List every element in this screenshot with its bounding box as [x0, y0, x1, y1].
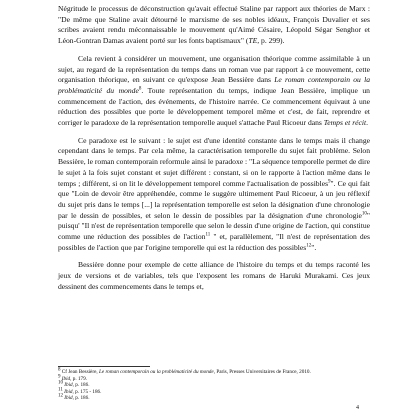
footnote-number: 12	[58, 393, 63, 399]
footnote-ref: 9	[328, 179, 331, 185]
footnote-12	[58, 395, 370, 402]
paragraph-2	[58, 54, 370, 129]
text-segment: ". Ce qui fait que "Loin de devoir être appréhendée, comme le suggère ultimement Paul Ricoeur, à un jeu réflexif du sujet pris dans le temps [...] la représentation temporelle est selon la désignation d'une chronologie par le dessin de possibles, et selon le dessin de possibles par la désignation d'une chronologie	[58, 178, 371, 220]
footnote-ref: 12	[306, 243, 312, 249]
page-number: 4	[356, 405, 359, 411]
footnote-number: 10	[58, 380, 63, 386]
text-segment: . Toute représentation du temps, indique Jean Bessière, implique un commencement de l'action, des événements, de l'histoire narrée. Ce commencement équivaut à une réduction des possibles que porte le développement temporel même et c'est, de fait, reprendre et corriger le paradoxe de la représentation temporelle auquel s'attache Paul Ricoeur dans	[58, 85, 370, 128]
text-segment: TE	[248, 36, 258, 46]
footnote-ref: 11	[205, 232, 211, 238]
footnote-separator	[58, 366, 150, 367]
text-segment: Cela revient à considérer un mouvement, une organisation théorique comme assimilable à un sujet, au regard de la représentation du temps dans un roman vue par rapport à ce mouvement, cette organisation théorique, en suivant ce qu'expose Jean Bessière dans	[58, 53, 370, 85]
text-segment: Ibid	[64, 395, 73, 402]
text-segment: Ibid	[64, 388, 73, 395]
footnote-11	[58, 389, 370, 396]
paragraph-1	[58, 4, 370, 47]
text-segment: , p. 299).	[257, 36, 285, 46]
text-segment: " puisqu' "Il n'est de représentation temporelle que selon le dessin d'une origine de l'action, qui constitue comme une réduction des possibles de l'action	[58, 210, 370, 242]
body-text	[58, 4, 370, 300]
text-segment: Le roman contemporain ou la problématicité du monde	[98, 369, 214, 375]
text-segment: , p. 186.	[72, 382, 90, 389]
footnote-number: 8	[58, 367, 61, 373]
text-segment: Temps et récit	[323, 118, 367, 128]
footnote-8	[58, 369, 370, 376]
footnote-number: 11	[58, 387, 63, 393]
text-segment: Cf Jean Bessière,	[60, 369, 99, 375]
text-segment: Négritude le processus de déconstruction qu'avait effectué Staline par rapport aux théories de Marx : "De même que Staline avait détourné le marxisme de ses nobles idéaux, François Duvalier et ses scribes avaient rendu méconnaissable le mouvement qu'Aimé Césaire, Léopold Ségar Senghor et Léon-Gontran Damas avaient porté sur les fonts baptismaux" (	[58, 4, 370, 46]
text-segment: ".	[311, 242, 317, 252]
footnotes	[58, 369, 370, 402]
footnote-ref: 8	[138, 86, 142, 92]
text-segment: Ce paradoxe est le suivant : le sujet est d'une identité constante dans le temps mais il change cependant dans le temps. Par cela même, la caractérisation temporelle du sujet fait problème. Selon Bessière, le roman contemporain reformule ainsi le paradoxe : "La séquence temporelle permet de dire le sujet à la fois sujet constant et sujet différent : constant, si on le rapporte à l'action même dans le temps ; différent, si on lit le développement temporel comme l'actualisation de possibles	[58, 135, 370, 188]
text-segment: Le roman contemporain ou la problématicité du monde	[58, 75, 370, 95]
footnote-number: 9	[58, 373, 61, 379]
text-segment: .	[366, 118, 369, 128]
paragraph-4	[58, 260, 370, 292]
text-segment: , p. 186.	[72, 395, 90, 402]
text-segment: Ibid	[61, 375, 71, 382]
footnote-10	[58, 382, 370, 389]
footnote-ref: 10	[361, 211, 367, 217]
text-segment: Bessière donne pour exemple de cette alliance de l'histoire du temps et du temps raconté les jeux de versions et de variables, tels que l'exposent les romans de Haruki Murakami. Ces jeux dessinent des commencements dans le temps et,	[58, 260, 370, 291]
paragraph-3	[58, 136, 370, 254]
text-segment: , p. 179.	[70, 375, 88, 382]
text-segment: , p. 175 - 186.	[72, 388, 102, 395]
text-segment: " et, parallèlement, "Il n'est de représentation des possibles de l'action que par l'origine temporelle qui est la réduction des possibles	[58, 232, 370, 252]
text-segment: Ibid	[64, 382, 73, 389]
text-segment: , Paris, Presses Universitaires de France, 2010.	[213, 369, 311, 375]
